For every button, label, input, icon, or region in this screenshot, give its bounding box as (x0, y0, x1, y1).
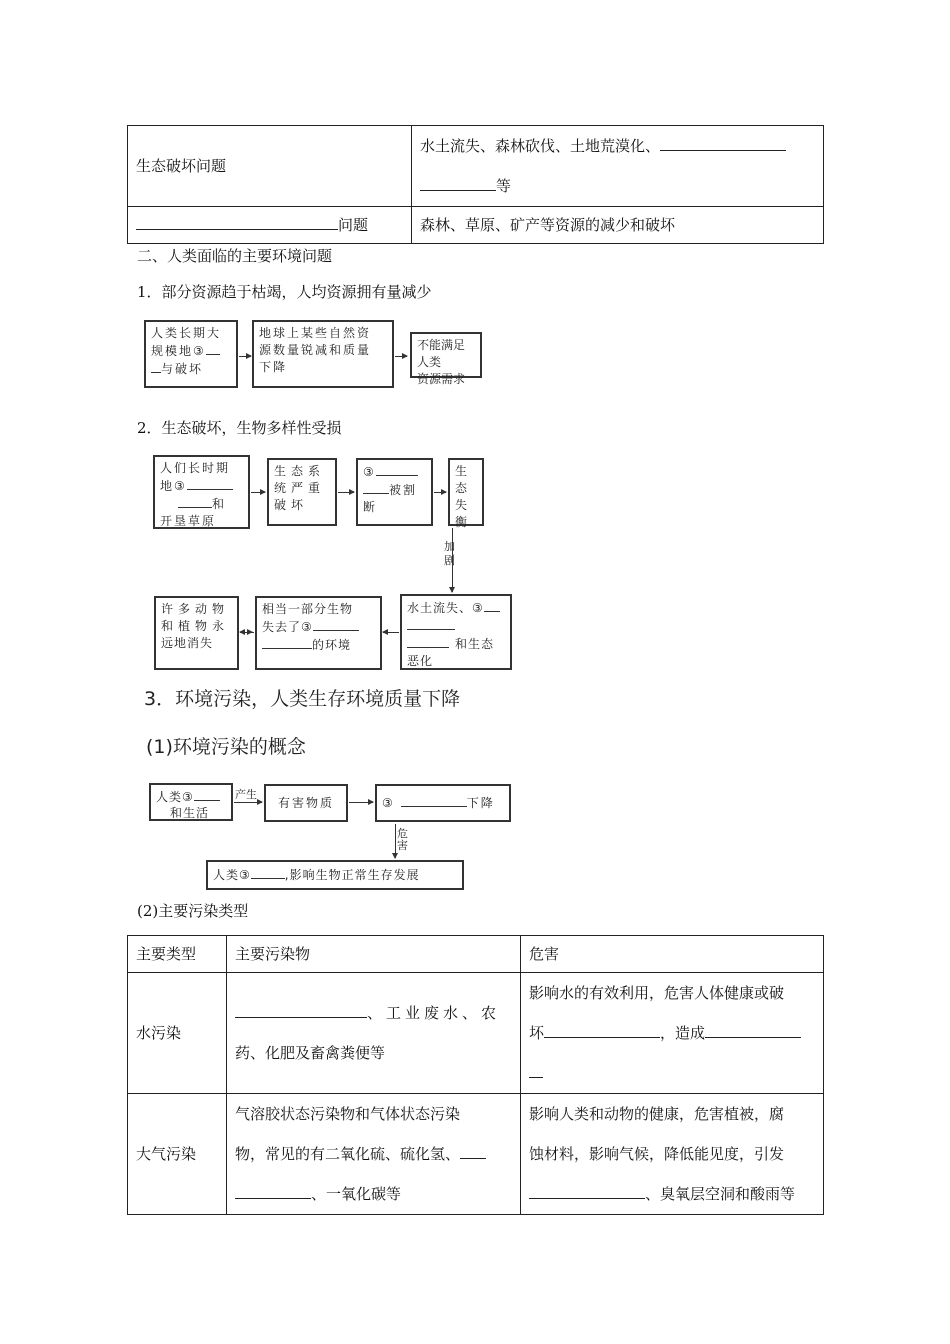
water-pollutants: 、工业废水、农 药、化肥及畜禽粪便等 (227, 973, 521, 1094)
header-harm: 危害 (521, 936, 824, 973)
flow3-arrow-1 (234, 802, 262, 803)
fill-blank[interactable] (251, 866, 285, 879)
air-harm: 影响人类和动物的健康，危害植被，腐 蚀材料，影响气候，降低能见度，引发 、臭氧层空洞和酸雨等 (521, 1094, 824, 1215)
flow3-box1: 人类③ 和生活 (149, 783, 233, 821)
flow2-arrow-5 (240, 632, 254, 633)
table1-row1-content: 水土流失、森林砍伐、土地荒漠化、 等 (412, 126, 824, 207)
fill-blank[interactable] (151, 360, 161, 373)
fill-blank[interactable] (235, 1184, 311, 1199)
flow2-arrow-3 (434, 492, 446, 493)
item-1-title: 1．部分资源趋于枯竭，人均资源拥有量减少 (137, 283, 432, 301)
flow3-down-arrow (395, 824, 396, 858)
flow2-box6: 相当一部分生物 失去了③ 的环境 (255, 596, 382, 670)
fill-blank[interactable] (407, 617, 455, 630)
item-3-sub2: (2)主要污染类型 (137, 902, 249, 920)
fill-blank[interactable] (178, 495, 212, 508)
flow2-box7: 水土流失、③ 和生态 恶化 (400, 594, 512, 670)
flow2-box5: 许多动物 和植物永 远地消失 (154, 596, 239, 670)
fill-blank[interactable] (401, 794, 467, 807)
header-pollutant: 主要污染物 (227, 936, 521, 973)
item-2-title: 2．生态破坏，生物多样性受损 (137, 419, 342, 437)
fill-blank[interactable] (484, 599, 500, 612)
fill-blank[interactable] (376, 463, 418, 476)
header-type: 主要类型 (128, 936, 227, 973)
fill-blank[interactable] (136, 215, 338, 230)
fill-blank[interactable] (262, 636, 312, 649)
fill-blank[interactable] (407, 635, 449, 648)
flow3-box3: ③ 下降 (375, 784, 511, 822)
flow2-box4: 生态 失衡 (448, 458, 484, 526)
fill-blank[interactable] (187, 477, 233, 490)
fill-blank[interactable] (529, 1063, 543, 1078)
water-type: 水污染 (128, 973, 227, 1094)
fill-blank[interactable] (235, 1003, 367, 1018)
flow3-box2: 有害物质 (264, 784, 348, 822)
flow3-harm-label: 危害 (397, 827, 408, 852)
flow2-box3: ③ 被割 断 (356, 458, 433, 526)
flow2-box1: 人们长时期 地③ 和 开垦草原 (153, 455, 250, 529)
pollution-types-table (127, 935, 824, 1215)
section-2-title: 二、人类面临的主要环境问题 (137, 247, 333, 265)
fill-blank[interactable] (313, 618, 359, 631)
flow2-aggravate-label: 加剧 (444, 540, 455, 567)
flow2-arrow-1 (251, 492, 265, 493)
fill-blank[interactable] (544, 1023, 660, 1038)
flow1-arrow-2 (395, 356, 407, 357)
flow1-box3: 不能满足人类 资源需求 (410, 332, 482, 378)
fill-blank[interactable] (460, 1144, 486, 1159)
fill-blank[interactable] (363, 481, 389, 494)
flow2-arrow-6 (383, 632, 399, 633)
air-type: 大气污染 (128, 1094, 227, 1215)
ecology-problem-table (127, 125, 824, 244)
flow3-box4: 人类③ ,影响生物正常生存发展 (206, 860, 464, 890)
fill-blank[interactable] (705, 1023, 801, 1038)
table1-row2-content: 森林、草原、矿产等资源的减少和破坏 (412, 207, 824, 244)
flow2-box2: 生态系 统严重 破坏 (267, 458, 337, 526)
flow2-arrow-2 (338, 492, 354, 493)
fill-blank[interactable] (420, 176, 496, 191)
table1-row1-label: 生态破坏问题 (128, 126, 412, 207)
flow3-produce-label: 产生 (235, 788, 257, 801)
flow1-box1: 人类长期大 规模地③ 与破坏 (144, 320, 238, 388)
flow1-box2: 地球上某些自然资 源数量锐减和质量 下降 (252, 320, 394, 388)
table1-row2-label: 问题 (128, 207, 412, 244)
fill-blank[interactable] (194, 788, 220, 801)
flow3-arrow-2 (349, 802, 373, 803)
fill-blank[interactable] (206, 342, 220, 355)
item-3-title: 3．环境污染，人类生存环境质量下降 (144, 688, 461, 710)
flow1-arrow-1 (239, 356, 251, 357)
fill-blank[interactable] (529, 1184, 645, 1199)
item-3-sub1: (1)环境污染的概念 (146, 736, 306, 758)
fill-blank[interactable] (660, 136, 786, 151)
air-pollutants: 气溶胶状态污染物和气体状态污染 物，常见的有二氧化硫、硫化氢、 、一氧化碳等 (227, 1094, 521, 1215)
water-harm: 影响水的有效利用，危害人体健康或破 坏 ，造成 (521, 973, 824, 1094)
